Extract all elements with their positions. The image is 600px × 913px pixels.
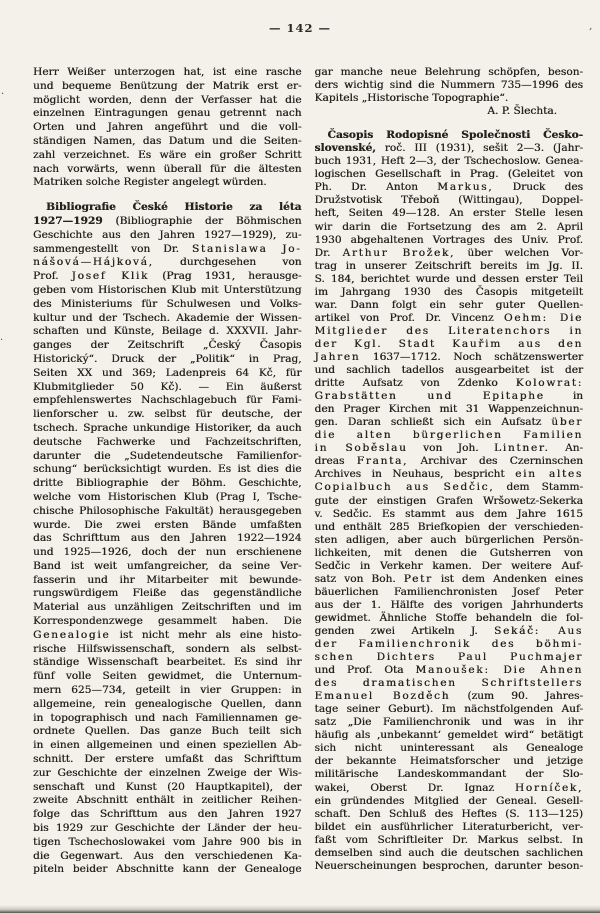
page-number: — 142 — — [268, 21, 331, 35]
text-line: heft, Seiten 49—128. An erster Stelle lesen — [314, 207, 583, 220]
text-line: demselben sind auch die deutschen sachlichen — [314, 846, 583, 859]
scan-speck-top-right: ’ — [586, 26, 593, 39]
text-line: schnitt. Der erstere umfaßt das Schrifttum — [33, 753, 302, 766]
text-line: die alten bürgerlichen Familien — [314, 429, 583, 442]
text-line: ganges der Zeitschrift „Český Časopis — [33, 339, 302, 352]
text-line: in topographisch und nach Familiennamen ge- — [33, 711, 302, 724]
text-line: schen Dichters Paul Puchmajer — [314, 651, 583, 664]
paragraph — [315, 66, 584, 105]
text-line: wir darin die Fortsetzung des am 2. April — [314, 220, 583, 233]
text-line: des Ministeriums für Schulwesen und Volks- — [33, 297, 302, 310]
text-line: dritte Aufsatz von Zdenko Kolowrat: — [314, 377, 583, 390]
text-line: dritte Bibliographie der Böhm. Geschichte, — [33, 477, 302, 490]
text-line: Copialbuch aus Sedčic, dem Stamm- — [314, 481, 583, 494]
text-line: des dramatischen Schriftstellers — [314, 677, 583, 690]
text-line: Kapitels „Historische Topographie“. — [314, 92, 509, 105]
text-line: Jahren 1637—1712. Noch schätzenswerter — [314, 350, 583, 363]
text-line: genden zwei Artikeln J. Sekáč: Aus — [314, 624, 584, 637]
text-line: zur Geschichte der einzelnen Zweige der Wis- — [33, 766, 302, 779]
text-line: ständige Wissenschaft bearbeitet. Es sind ihr — [33, 656, 302, 669]
text-line: rungswürdigem Fleiße das gegenständliche — [33, 587, 302, 600]
text-line: allgemeine, rein genealogische Quellen, dann — [33, 697, 302, 710]
text-line: S. 184, berichtet wurde und dessen erster Teil — [314, 272, 583, 285]
text-line: tigen Tschechoslowakei vom Jahre 900 bis in — [33, 835, 302, 848]
text-line: tschech. Sprache unkundige Historiker, da auch — [33, 421, 302, 434]
paragraph — [33, 201, 302, 877]
text-line: Emanuel Bozděch (zum 90. Jahres- — [314, 690, 583, 703]
text-line: Prof. Josef Klik (Prag 1931, herausge- — [33, 270, 302, 283]
text-line: senschaft und Kunst (20 Hauptkapitel), der — [33, 780, 302, 793]
text-line: gewidmet. Ähnliche Stoffe behandeln die fol- — [314, 611, 583, 624]
right-column — [315, 66, 584, 877]
text-line: möglicht worden, denn der Verfasser hat die — [33, 93, 302, 106]
scan-edge-shadow — [0, 905, 600, 913]
text-line: v. Sedčic. Es stammt aus dem Jahre 1615 — [314, 507, 583, 520]
text-line: nášová—Hájková, durchgesehen von — [33, 256, 302, 269]
text-line: Bibliografie České Historie za léta — [46, 201, 302, 214]
text-line: im Jahrgang 1930 des Časopis mitgeteilt — [314, 285, 583, 298]
text-line: Genealogie ist nicht mehr als eine histo- — [33, 628, 302, 641]
text-line: gute der einstigen Grafen Wršowetz-Sekerka — [314, 494, 583, 507]
text-line: der Familienchronik des böhmi- — [314, 638, 583, 651]
text-line: zahl verzeichnet. Es wäre ein großer Schritt — [33, 148, 302, 161]
left-column — [33, 66, 302, 877]
text-line: Dr. Arthur Brožek, über welchen Vor- — [314, 246, 584, 259]
text-line: bis 1929 zur Geschichte der Länder der heu- — [33, 822, 302, 835]
text-line: Matriken solche Register angelegt würden. — [33, 176, 267, 189]
text-line: aus der 1. Hälfte des vorigen Jahrhunderts — [314, 598, 583, 611]
text-line: militärische Landeskommandant der Slo- — [314, 768, 583, 781]
text-line: chische Philosophische Fakultät) herausgegeben — [33, 504, 302, 517]
text-line: gar manche neue Belehrung schöpfen, beson- — [314, 66, 583, 78]
text-line: in Soběslau von Joh. Lintner. An- — [314, 442, 584, 455]
text-line: buch 1931, Heft 2—3, der Tschechoslow. Genea- — [314, 155, 583, 168]
text-line: Ph. Dr. Anton Markus, Druck des — [314, 181, 583, 194]
text-line: schaften und Künste, Beilage d. XXXVII. Jahr- — [33, 325, 302, 338]
text-line: Klubmitglieder 50 Kč). — Ein äußerst — [33, 380, 302, 393]
text-columns — [33, 66, 583, 877]
text-line: das Schrifttum aus den Jahren 1922—1924 — [33, 532, 302, 545]
text-line: zweite Abschnitt enthält in zeitlicher Reihen- — [33, 794, 302, 807]
text-line: geben vom Historischen Klub mit Unterstützung — [33, 283, 302, 296]
text-line: satz von Boh. Petr ist dem Andenken eines — [314, 572, 583, 585]
text-line: Material aus unzähligen Zeitschriften und im — [33, 601, 302, 614]
text-line: sten adligen, aber auch bürgerlichen Persön- — [314, 533, 583, 546]
text-line: Band ist weit umfangreicher, da seine Ver- — [33, 559, 302, 572]
text-line: tage seiner Geburt). Im nächstfolgenden Auf- — [314, 703, 583, 716]
text-line: Mitglieder des Literatenchors in — [314, 324, 583, 337]
text-line: der Kgl. Stadt Kauřim aus den — [314, 337, 583, 350]
text-line: deutsche Fachwerke und Fachzeitschriften, — [33, 435, 302, 448]
text-line: lienforscher u. zw. selbst für deutsche, der — [33, 408, 302, 421]
text-line: trag in unserer Zeitschrift bereits im Jg. II. — [314, 259, 583, 272]
text-line: Grabstätten und Epitaphe in — [314, 390, 583, 403]
text-line: war. Dann folgt ein sehr guter Quellen- — [314, 298, 583, 311]
text-line: Orten und Jahren angeführt und die voll- — [33, 121, 302, 134]
text-line: den Prager Kirchen mit 31 Wappenzeichnun- — [314, 403, 583, 416]
text-line: ein gründendes Mitglied der Geneal. Gesell- — [314, 794, 583, 807]
text-line: und bequeme Benützung der Matrik erst er- — [33, 79, 302, 92]
scan-speck-left-upper: · — [1, 89, 5, 100]
text-line: welche vom Historischen Klub (Prag I, Tsche- — [33, 490, 302, 503]
text-line: satz „Die Familienchronik und was in ihr — [314, 716, 583, 729]
scan-speck-left-lower: · — [0, 335, 4, 346]
text-line: 1930 abgehaltenen Vortrages des Univ. Prof. — [314, 233, 583, 246]
text-line: faßt vom Schriftleiter Dr. Markus selbst. In — [314, 833, 583, 846]
text-line: Seiten XX und 369; Ladenpreis 64 Kč, für — [33, 366, 302, 379]
text-line: kultur und der Tschech. Akademie der Wissen- — [33, 311, 302, 324]
text-line: und Prof. Ota Manoušek: Die Ahnen — [314, 664, 583, 677]
text-line: ordnete Quellen. Das ganze Buch teilt sich — [33, 725, 302, 738]
signature-line: A. P. Šlechta. — [487, 105, 557, 118]
text-line: sich nicht uninteressant als Genealoge — [314, 742, 583, 755]
text-line: Časopis Rodopisné Společnosti Česko- — [327, 129, 583, 142]
text-line: ständigen Namen, das Datum und die Seiten- — [33, 134, 302, 147]
text-line: dreas Franta, Archivar des Czerninschen — [314, 455, 583, 468]
text-line: fasserin und ihr Mitarbeiter mit bewunde- — [33, 573, 302, 586]
text-line: slovenské, roč. III (1931), sešit 2—3. (Jahr- — [314, 142, 583, 155]
text-line: Družstvotisk Třeboň (Wittingau), Doppel- — [314, 194, 583, 207]
paragraph — [33, 66, 302, 190]
text-line: Historický“. Druck der „Politik“ in Prag, — [33, 352, 302, 365]
text-line: fünf volle Seiten gewidmet, die Unternum- — [33, 670, 302, 683]
text-line: Archives in Neuhaus, bespricht ein altes — [314, 468, 583, 481]
text-line: in einen allgemeinen und einen speziellen Ab- — [33, 739, 302, 752]
text-line: nach vorwärts, wenn überall für die ältesten — [33, 162, 302, 175]
text-line: sammengestellt von Dr. Stanislawa Jo- — [33, 242, 302, 255]
text-line: bildet ein ausführlicher Literaturbericht, ver- — [314, 820, 583, 833]
text-line: Neuerscheinungen besprochen, darunter beson- — [314, 859, 583, 872]
text-line: und enthält 285 Briefkopien der verschieden- — [314, 520, 583, 533]
text-line: Geschichte aus den Jahren 1927—1929), zu- — [33, 228, 302, 241]
text-line: einzelnen Eintragungen genau getrennt nach — [33, 107, 302, 120]
text-line: ders wichtig sind die Nummern 735—1996 des — [314, 79, 583, 92]
text-line: Herr Weißer unterzogen hat, ist eine rasche — [33, 66, 302, 78]
text-line: wurde. Die zwei ersten Bände umfaßten — [33, 518, 302, 531]
text-line: piteln beider Abschnitte kann der Genealoge — [33, 863, 302, 876]
text-line: mern 625—734, geteilt in vier Gruppen: in — [33, 684, 302, 697]
text-line: schaft. Den Schluß des Heftes (S. 113—125) — [314, 807, 583, 820]
text-line: schung“ berücksichtigt wurden. Es ist dies die — [33, 463, 302, 476]
text-line: und sachlich tadellos ausgearbeitet ist der — [314, 364, 583, 377]
text-line: bäuerlichen Familienchronisten Josef Peter — [314, 585, 583, 598]
text-line: logischen Gesellschaft in Prag. (Geleitet von — [314, 168, 583, 181]
text-line: Sedčic in Verkehr kamen. Der weitere Auf- — [314, 559, 583, 572]
text-line: häufig als ‚unbekannt‘ gemeldet wird“ betätigt — [314, 729, 583, 742]
text-line: der bekannte Heimatsforscher und jetzige — [314, 755, 583, 768]
text-line: lichkeiten, mit denen die Gutsherren von — [314, 546, 583, 559]
text-line: Korrespondenzwege gesammelt haben. Die — [33, 615, 302, 628]
text-line: empfehlenswertes Nachschlagebuch für Fami- — [33, 394, 302, 407]
paragraph — [315, 129, 584, 873]
text-line: darunter die „Sudetendeutsche Familienfor- — [33, 449, 302, 462]
text-line: die Gegenwart. Aus den verschiedenen Ka- — [33, 849, 302, 862]
text-line: gen. Daran schließt sich ein Aufsatz über — [314, 416, 583, 429]
text-line: wakei, Oberst Dr. Ignaz Horníček, — [314, 781, 583, 794]
text-line: 1927—1929 (Bibliographie der Böhmischen — [33, 214, 302, 227]
text-line: artikel von Prof. Dr. Vincenz Oehm: Die — [314, 311, 583, 324]
text-line: folge das Schrifttum aus den Jahren 1927 — [33, 808, 302, 821]
text-line: und 1925—1926, doch der nun erschienene — [33, 546, 302, 559]
text-line: rische Hilfswissenschaft, sondern als selbst- — [33, 642, 302, 655]
